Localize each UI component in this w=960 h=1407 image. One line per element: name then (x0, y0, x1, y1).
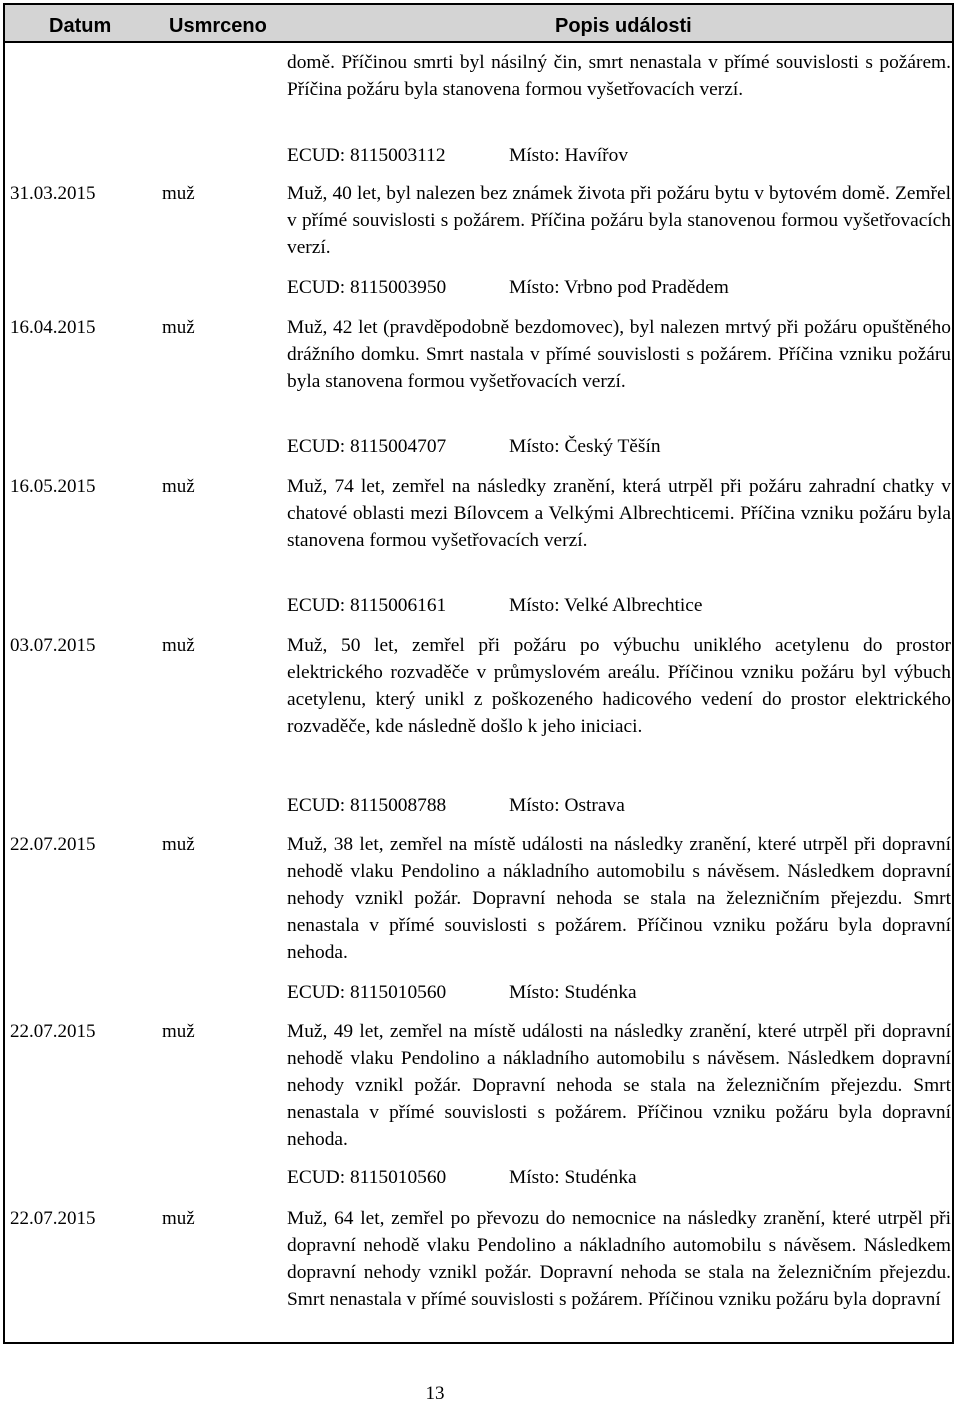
event-victim: muž (162, 1021, 195, 1042)
event-date: 16.05.2015 (10, 476, 96, 497)
event-description: Muž, 74 let, zemřel na následky zranění, která utrpěl při požáru zahradní chatky v chatové oblasti mezi Bílovcem a Velkými Albrechticemi. Příčina vzniku požáru byla stanovena formou vyšetřovacích verzí. (287, 476, 951, 551)
event-description: Muž, 42 let (pravděpodobně bezdomovec), byl nalezen mrtvý při požáru opuštěného drážního domku. Smrt nastala v přímé souvislosti s požárem. Příčina vzniku požáru byla stanovena formou vyšetřovacích verzí. (287, 317, 951, 392)
event-ecud-line (287, 979, 637, 1006)
ecud-code: ECUD: 8115006161 (287, 595, 447, 616)
ecud-code: ECUD: 8115008788 (287, 795, 447, 816)
ecud-code: ECUD: 8115003950 (287, 277, 447, 298)
event-place: Místo: Studénka (509, 982, 637, 1003)
header-popis: Popis události (555, 15, 692, 37)
event-description: Muž, 40 let, byl nalezen bez známek života při požáru bytu v bytovém domě. Zemřel v přímé souvislosti s požárem. Příčina požáru byla stanovenou formou vyšetřovacích verzí. (287, 183, 951, 258)
event-date: 22.07.2015 (10, 1021, 96, 1042)
event-ecud-line (287, 592, 703, 619)
event-date: 22.07.2015 (10, 834, 96, 855)
event-victim: muž (162, 476, 195, 497)
event-place: Místo: Ostrava (509, 795, 625, 816)
event-place: Místo: Český Těšín (509, 436, 661, 457)
event-description: Muž, 38 let, zemřel na místě události na následky zranění, které utrpěl při dopravní nehodě vlaku Pendolino a nákladního automobilu s návěsem. Následkem dopravní nehody vznikl požár. Dopravní nehoda se stala na železničním přejezdu. Smrt nenastala v přímé souvislosti s požárem. Příčinou vzniku požáru byla dopravní nehoda. (287, 834, 951, 963)
event-victim: muž (162, 635, 195, 656)
header-usmrceno: Usmrceno (169, 15, 267, 37)
event-ecud-line (287, 274, 729, 301)
event-victim: muž (162, 1208, 195, 1229)
header-datum: Datum (49, 15, 112, 37)
event-place: Místo: Studénka (509, 1167, 637, 1188)
event-place: Místo: Havířov (509, 145, 629, 166)
event-date: 16.04.2015 (10, 317, 96, 338)
ecud-code: ECUD: 8115010560 (287, 1167, 447, 1188)
event-description: Muž, 64 let, zemřel po převozu do nemocnice na následky zranění, které utrpěl při dopravní nehodě vlaku Pendolino a nákladního automobilu s návěsem. Následkem dopravní nehody vznikl požár. Dopravní nehoda se stala na železničním přejezdu. Smrt nenastala v přímé souvislosti s požárem. Příčinou vzniku požáru byla dopravní (287, 1208, 951, 1310)
event-description: Muž, 50 let, zemřel při požáru po výbuchu uniklého acetylenu do prostor elektrického rozvaděče v průmyslovém areálu. Příčinou vzniku požáru byl výbuch acetylenu, který unikl z poškozeného hadicového vedení do prostor elektrického rozvaděče, kde následně došlo k jeho iniciaci. (287, 635, 951, 737)
event-ecud-line (287, 792, 625, 819)
event-victim: muž (162, 834, 195, 855)
ecud-code: ECUD: 8115010560 (287, 982, 447, 1003)
event-victim: muž (162, 183, 195, 204)
event-description: Muž, 49 let, zemřel na místě události na následky zranění, které utrpěl při dopravní nehodě vlaku Pendolino a nákladního automobilu s návěsem. Následkem dopravní nehody vznikl požár. Dopravní nehoda se stala na železničním přejezdu. Smrt nenastala v přímé souvislosti s požárem. Příčinou vzniku požáru byla dopravní nehoda. (287, 1021, 951, 1150)
event-date: 22.07.2015 (10, 1208, 96, 1229)
event-place: Místo: Vrbno pod Pradědem (509, 277, 729, 298)
event-date: 31.03.2015 (10, 183, 96, 204)
table-header (3, 3, 954, 43)
ecud-code: ECUD: 8115004707 (287, 436, 447, 457)
continuation-description: domě. Příčinou smrti byl násilný čin, smrt nenastala v přímé souvislosti s požárem. Příčina požáru byla stanovena formou vyšetřovacích verzí. (287, 52, 951, 100)
event-victim: muž (162, 317, 195, 338)
ecud-code: ECUD: 8115003112 (287, 145, 446, 166)
page-number: 13 (425, 1383, 445, 1404)
event-ecud-line (287, 433, 661, 460)
event-place: Místo: Velké Albrechtice (509, 595, 703, 616)
event-date: 03.07.2015 (10, 635, 96, 656)
event-ecud-line (287, 1164, 637, 1191)
continuation-ecud (287, 142, 629, 169)
